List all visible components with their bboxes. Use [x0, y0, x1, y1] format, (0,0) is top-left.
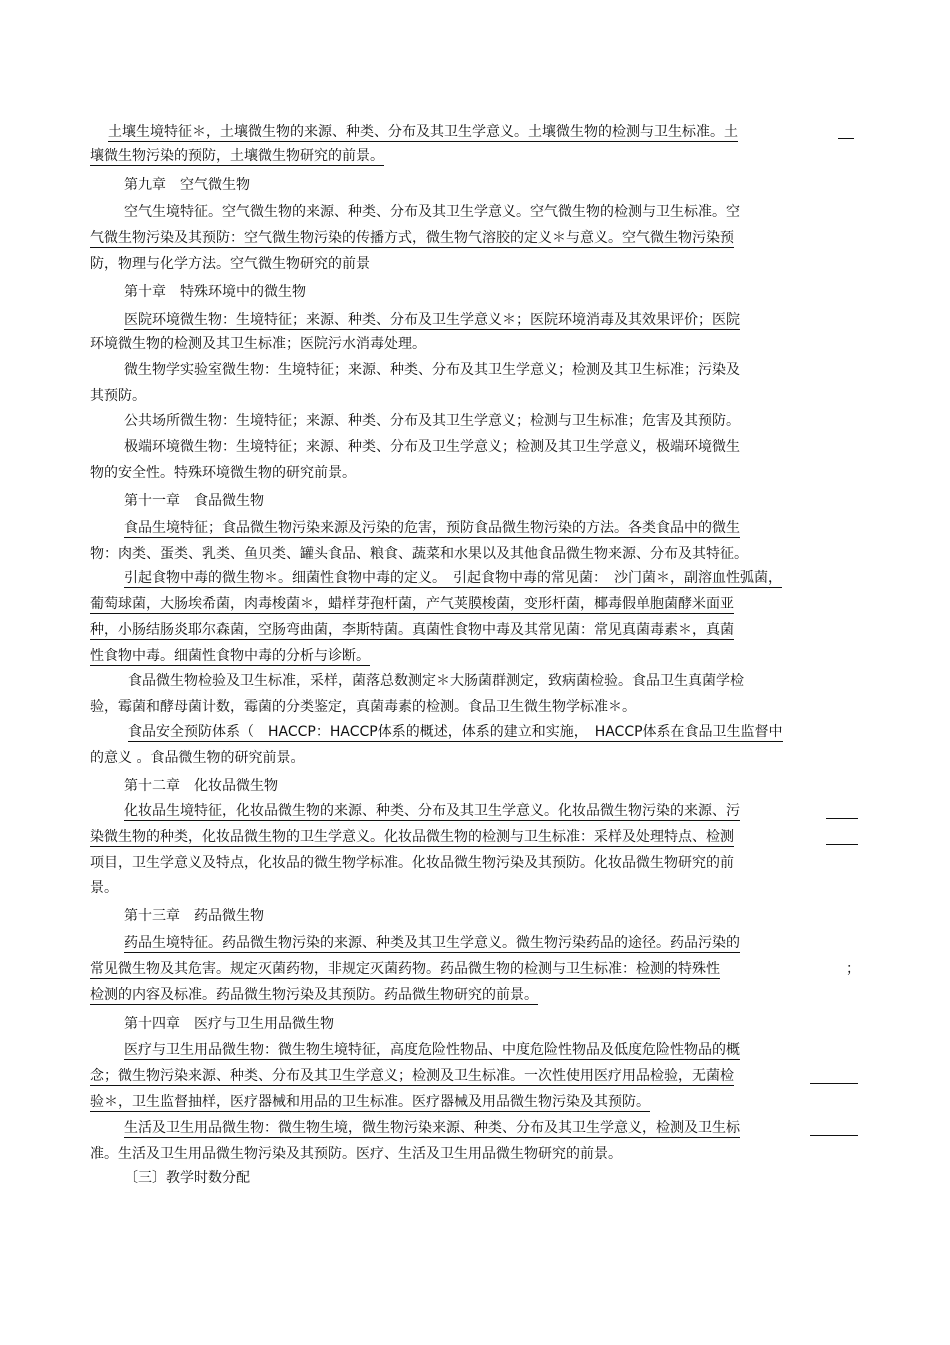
food-paragraph-line2: 物：肉类、蛋类、乳类、鱼贝类、罐头食品、粮食、蔬菜和水果以及其他食品微生物来源、分布及其特征。: [90, 546, 748, 562]
soil-paragraph-line1: 土壤生境特征＊，土壤微生物的来源、种类、分布及其卫生学意义。土壤微生物的检测与卫生标准。土: [108, 124, 738, 140]
medical-paragraph-line3: 验＊，卫生监督抽样，医疗器械和用品的卫生标准。医疗器械及用品微生物污染及其预防。: [90, 1094, 650, 1110]
chapter-11-title: 第十一章 食品微生物: [124, 493, 264, 509]
drug-paragraph-line1: 药品生境特征。药品微生物污染的来源、种类及其卫生学意义。微生物污染药品的途径。药品污染的: [124, 935, 740, 951]
cosmetics-paragraph-line2: 染微生物的种类，化妆品微生物的卫生学意义。化妆品微生物的检测与卫生标准：采样及处理特点、检测: [90, 829, 734, 845]
lab-paragraph-line1: 微生物学实验室微生物：生境特征；来源、种类、分布及其卫生学意义；检测及其卫生标准；污染及: [124, 362, 740, 378]
hospital-paragraph-line2: 环境微生物的检测及其卫生标准；医院污水消毒处理。: [90, 336, 426, 352]
chapter-13-title: 第十三章 药品微生物: [124, 908, 264, 924]
food-test-paragraph-line2: 验，霉菌和酵母菌计数，霉菌的分类鉴定，真菌毒素的检测。食品卫生微生物学标准＊。: [90, 699, 636, 715]
daily-goods-paragraph-line1: 生活及卫生用品微生物：微生物生境，微生物污染来源、种类、分布及其卫生学意义，检测及卫生标: [124, 1120, 740, 1136]
chapter-9-title: 第九章 空气微生物: [124, 177, 250, 193]
air-paragraph-line1: 空气生境特征。空气微生物的来源、种类、分布及其卫生学意义。空气微生物的检测与卫生标准。空: [124, 204, 740, 220]
chapter-14-title: 第十四章 医疗与卫生用品微生物: [124, 1016, 334, 1032]
poisoning-paragraph-line4: 性食物中毒。细菌性食物中毒的分析与诊断。: [90, 648, 370, 664]
cosmetics-paragraph-line1: 化妆品生境特征，化妆品微生物的来源、种类、分布及其卫生学意义。化妆品微生物污染的来源、污: [124, 803, 740, 819]
blank-underline: [810, 1071, 858, 1084]
lab-paragraph-line2: 其预防。: [90, 388, 146, 404]
haccp-paragraph-line2: 的意义 。食品微生物的研究前景。: [90, 750, 305, 766]
chapter-12-title: 第十二章 化妆品微生物: [124, 778, 278, 794]
soil-paragraph-line2: 壤微生物污染的预防，土壤微生物研究的前景。: [90, 148, 384, 164]
section-3-title: 〔三〕教学时数分配: [124, 1170, 250, 1186]
poisoning-paragraph-line2: 葡萄球菌，大肠埃希菌，肉毒梭菌＊，蜡样芽孢杆菌，产气荚膜梭菌，变形杆菌，椰毒假单胞菌酵米面亚: [90, 596, 734, 612]
poisoning-paragraph-line3: 种，小肠结肠炎耶尔森菌，空肠弯曲菌，李斯特菌。真菌性食物中毒及其常见菌：常见真菌毒素＊，真菌: [90, 622, 734, 638]
chapter-10-title: 第十章 特殊环境中的微生物: [124, 284, 306, 300]
cosmetics-paragraph-line4: 景。: [90, 880, 118, 896]
public-places-paragraph: 公共场所微生物：生境特征；来源、种类、分布及其卫生学意义；检测与卫生标准；危害及其预防。: [124, 413, 740, 429]
blank-underline: [826, 806, 858, 819]
extreme-paragraph-line2: 物的安全性。特殊环境微生物的研究前景。: [90, 465, 356, 481]
drug-paragraph-line2-end: ；: [846, 961, 860, 977]
hospital-paragraph-line1: 医院环境微生物：生境特征；来源、种类、分布及卫生学意义＊；医院环境消毒及其效果评价；医院: [124, 312, 740, 328]
poisoning-paragraph-line1: 引起食物中毒的微生物＊。细菌性食物中毒的定义。 引起食物中毒的常见菌： 沙门菌＊，副溶血性弧菌，: [124, 570, 782, 586]
drug-paragraph-line3: 检测的内容及标准。药品微生物污染及其预防。药品微生物研究的前景。: [90, 987, 538, 1003]
medical-paragraph-line1: 医疗与卫生用品微生物：微生物生境特征，高度危险性物品、中度危险性物品及低度危险性物品的概: [124, 1042, 740, 1058]
blank-underline: [826, 832, 858, 845]
air-paragraph-line3: 防，物理与化学方法。空气微生物研究的前景: [90, 256, 370, 272]
cosmetics-paragraph-line3: 项目，卫生学意义及特点，化妆品的微生物学标准。化妆品微生物污染及其预防。化妆品微生物研究的前: [90, 855, 734, 871]
extreme-paragraph-line1: 极端环境微生物：生境特征；来源、种类、分布及卫生学意义；检测及其卫生学意义，极端环境微生: [124, 439, 740, 455]
drug-paragraph-line2: 常见微生物及其危害。规定灭菌药物，非规定灭菌药物。药品微生物的检测与卫生标准：检测的特殊性: [90, 961, 720, 977]
food-paragraph-line1: 食品生境特征；食品微生物污染来源及污染的危害，预防食品微生物污染的方法。各类食品中的微生: [124, 520, 740, 536]
food-test-paragraph-line1: 食品微生物检验及卫生标准，采样，菌落总数测定＊大肠菌群测定，致病菌检验。食品卫生真菌学检: [128, 673, 744, 689]
air-paragraph-line2: 气微生物污染及其预防：空气微生物污染的传播方式，微生物气溶胶的定义＊与意义。空气微生物污染预: [90, 230, 734, 246]
haccp-paragraph-line1: 食品安全预防体系（ HACCP：HACCP体系的概述，体系的建立和实施， HACCP体系在食品卫生监督中: [128, 724, 783, 740]
blank-underline: [838, 126, 854, 139]
daily-goods-paragraph-line2: 准。生活及卫生用品微生物污染及其预防。医疗、生活及卫生用品微生物研究的前景。: [90, 1146, 622, 1162]
medical-paragraph-line2: 念；微生物污染来源、种类、分布及其卫生学意义；检测及卫生标准。一次性使用医疗用品检验，无菌检: [90, 1068, 734, 1084]
blank-underline: [810, 1123, 858, 1136]
